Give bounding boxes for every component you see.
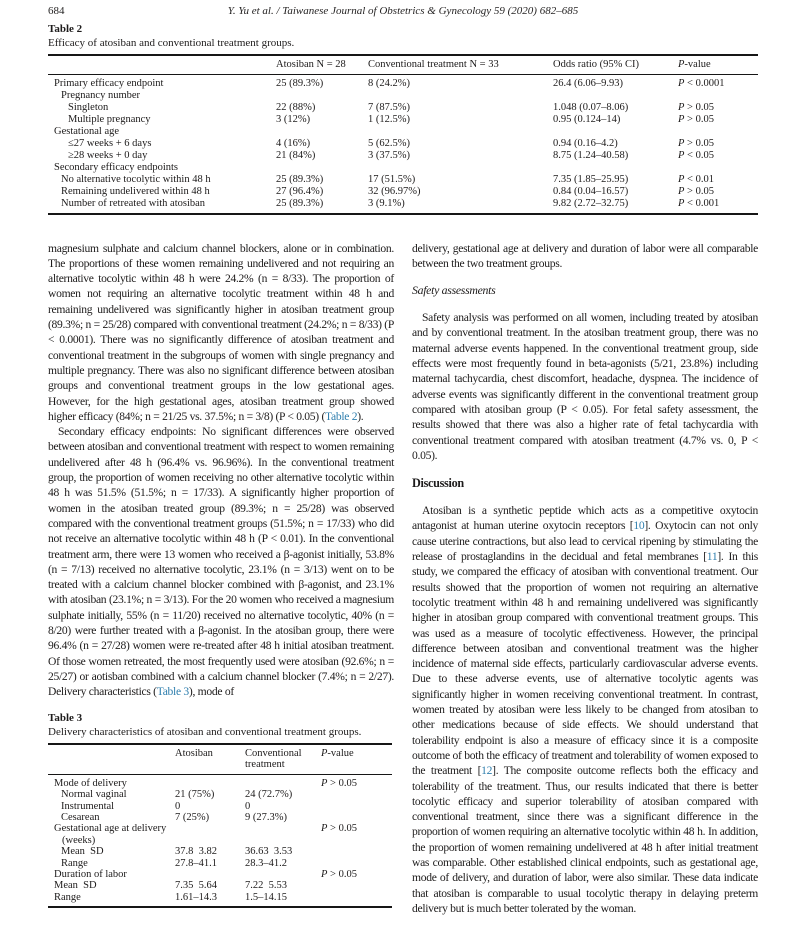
table-row [48, 880, 392, 891]
row-label: Gestational age [54, 125, 120, 137]
text-run: ]. In this study, we compared the efficacy of atosiban with conventional treatment. Our results showed that the proportion of women not requiring an alternative tocolytic treatment within 48 h and remaining undelivered was significantly higher in atosiban group compared with conventional treatment groups. This was used as a measure of tocolytic effectiveness. However, the principal difference between atosiban and conventional treatment was the higher incidence of maternal side effects, particularly cardiovascular adverse events. Due to these adverse events, use of alternative tocolytic agents was significantly higher in women receiving conventional treatment. In contrast, women treated by atosiban were less likely to be changed from atosiban to other medications because of side effects. We should understand that tolerability endpoint is also a measure of efficacy since it is a composite outcome of both the efficacy of treatment and tolerability of women exposed to the treatment [ [412, 550, 759, 778]
right-column [412, 241, 758, 917]
table-cell: 25 (89.3%) [276, 77, 324, 89]
row-label: Cesarean [61, 811, 100, 823]
table-cell: P > 0.05 [678, 185, 714, 197]
table-cell [321, 858, 392, 869]
table-cell: 25 (89.3%) [276, 198, 368, 214]
table-cell [276, 126, 368, 138]
citation-link[interactable]: 12 [481, 764, 493, 778]
row-label: Primary efficacy endpoint [54, 77, 164, 89]
row-label: Normal vaginal [61, 789, 127, 801]
citation-link[interactable]: 10 [633, 519, 645, 533]
table-row [48, 789, 392, 800]
table-cell: 9.82 (2.72–32.75) [553, 198, 678, 214]
table-cell: 26.4 (6.06–9.93) [553, 77, 623, 89]
table-cell: P > 0.05 [321, 823, 357, 835]
column-header-conventional: Conventional treatment N = 33 [368, 55, 553, 74]
table-cell [245, 774, 321, 789]
table-cell: 3 (9.1%) [368, 198, 553, 214]
table2-caption: Efficacy of atosiban and conventional treatment groups. [48, 37, 295, 49]
table-row [48, 774, 392, 789]
table-cell: 36.63 3.53 [245, 846, 293, 858]
table-cell: 7.22 5.53 [245, 880, 287, 892]
table-cell: 0 [175, 800, 181, 812]
table-cell [321, 880, 392, 891]
table-row [48, 90, 758, 102]
body-paragraph: Safety analysis was performed on all women, including treated by atosiban and by conventional treatment. In the atosiban treatment group, there was no maternal adverse events happened. In the conventional treatment group, side effects were most frequently found in beta-agonists (5/21, 23.8%) including maternal tachycardia, chest discomfort, headache, dyspnea. The incidence of adverse events was significantly different in the conventional treatment group compared with atosiban group (P < 0.05). For fetal safety assessment, the results showed that there was also a higher rate of fetal tachycardia with conventional treatment compared with atosiban treatment (4.7% vs. 0, P < 0.05). [412, 311, 758, 462]
row-label: Duration of labor [54, 868, 127, 880]
table-cell: 8 (24.2%) [368, 77, 410, 89]
row-label: Range [61, 857, 88, 869]
table-row [48, 174, 758, 186]
table3-caption: Delivery characteristics of atosiban and conventional treatment groups. [48, 725, 362, 738]
table-cell: 24 (72.7%) [245, 789, 293, 801]
table-cell: 25 (89.3%) [276, 173, 324, 185]
efficacy-table [48, 54, 758, 215]
column-header-odds-ratio: Odds ratio (95% CI) [553, 55, 678, 74]
running-head-title: Y. Yu et al. / Taiwanese Journal of Obstetrics & Gynecology 59 (2020) 682–685 [227, 5, 579, 17]
table-cell: 27.8–41.1 [175, 857, 217, 869]
row-label: Gestational age at delivery (weeks) [54, 823, 167, 846]
text-run: ). [357, 409, 364, 423]
row-label: Range [48, 892, 175, 907]
table-cell [245, 869, 321, 880]
table-cell [553, 90, 678, 102]
table-cell: 3 (12%) [276, 113, 311, 125]
body-paragraph [48, 424, 394, 699]
table-cell [321, 892, 392, 907]
table-cell [321, 812, 392, 823]
table-cell [368, 162, 553, 174]
table-cell: 37.8 3.82 [175, 846, 217, 858]
row-label: Mean SD [54, 880, 97, 892]
citation-link[interactable]: 11 [706, 550, 718, 564]
table-cell: 9 (27.3%) [245, 811, 287, 823]
table-cell [175, 774, 245, 789]
row-label: ≥28 weeks + 0 day [68, 149, 148, 161]
table-row [48, 823, 392, 846]
table-cell: P < 0.0001 [678, 77, 725, 89]
column-header-empty [48, 55, 276, 74]
table-cell [245, 823, 321, 846]
table-cell: 4 (16%) [276, 137, 311, 149]
table-row [48, 150, 758, 162]
table-cell [175, 869, 245, 880]
table-cell: 1.048 (0.07–8.06) [553, 101, 629, 113]
page-number: 684 [48, 5, 65, 17]
table-row [48, 801, 392, 812]
table3-label: Table 3 [48, 711, 83, 724]
column-header-atosiban: Atosiban N = 28 [276, 55, 368, 74]
table-cell: 32 (96.97%) [368, 185, 421, 197]
row-label: Pregnancy number [61, 89, 141, 101]
table-cell: P < 0.001 [678, 198, 758, 214]
body-paragraph: delivery, gestational age at delivery and duration of labor were all comparable between the two treatment groups. [412, 241, 758, 270]
body-paragraph [412, 503, 758, 916]
table-row [48, 126, 758, 138]
section-heading-discussion: Discussion [412, 476, 464, 491]
table-cell [175, 823, 245, 846]
row-label: Mean SD [61, 846, 104, 858]
table-row [48, 74, 758, 90]
table-cell: 1.5–14.15 [245, 892, 321, 907]
table-cell [368, 90, 553, 102]
table-cell: 7 (25%) [175, 811, 210, 823]
table-cell: P > 0.05 [321, 868, 357, 880]
table-cell [678, 162, 758, 174]
delivery-table [48, 743, 392, 909]
row-label: Instrumental [61, 800, 115, 812]
table2-label: Table 2 [48, 23, 83, 35]
column-header-pvalue: P-value [678, 55, 758, 74]
table-cell: 0.84 (0.04–16.57) [553, 185, 629, 197]
table-cell [678, 90, 758, 102]
table-header-row [48, 744, 392, 775]
table-cell: P > 0.05 [678, 101, 714, 113]
table-cell: 7.35 (1.85–25.95) [553, 173, 629, 185]
table-header-row [48, 55, 758, 74]
text-run: Secondary efficacy endpoints: No significant differences were observed between atosiban and conventional treatment with respect to women remaining undelivered after 48 h (96.4% vs. 96.96%). In the conventional treatment group, the proportion of women receiving no other alternative tocolytic within 48 h was 51.5% (51.5%; n = 17/33). A significantly higher proportion of women in the atosiban treated group (89.3%; n = 25/28) was observed compared with the conventional treatment groups (51.5%; n = 17/33) who did not receive an alternative tocolytic within 48 h (P < 0.01). In the conventional treatment arm, there were 13 women who received a β-agonist initially, 53.8% (n = 7/13) received no alternative tocolytic, 23.1% (n = 3/13) went on to be treated with a calcium channel blocker combined with β-agonist, and 23.1% with atosiban (23.1%; n = 3/13). For the 20 women who received a magnesium sulphate initially, 55% (n = 11/20) received no alternative tocolytic, 40% (n = 8/20) were further treated with a β-agonist. In the atosiban group, there were 96.4% (n = 27/28) women were re-treated after 48 h initial atosiban treatment. Of those women retreated, the most frequently used were atosiban (92.6%; n = 25/27) or aotisban combined with a calcium channel blocker (7.4%; n = 2/27). Delivery characteristics ( [48, 425, 394, 699]
row-label: Singleton [68, 101, 109, 113]
column-header-conventional: Conventional treatment [245, 744, 321, 775]
running-head [48, 5, 758, 18]
table-row [48, 858, 392, 869]
table-cell [553, 126, 678, 138]
table-row [48, 846, 392, 857]
table-row [48, 162, 758, 174]
table-cell [321, 801, 392, 812]
table-cell: 5 (62.5%) [368, 137, 410, 149]
table-cell [678, 126, 758, 138]
body-columns [48, 241, 758, 917]
row-label: No alternative tocolytic within 48 h [61, 173, 211, 185]
citation-link[interactable]: Table 3 [156, 685, 189, 699]
row-label: Number of retreated with atosiban [48, 198, 276, 214]
table-row [48, 186, 758, 198]
table-cell: 0 [245, 800, 251, 812]
table-cell: 17 (51.5%) [368, 173, 416, 185]
table-cell: 7 (87.5%) [368, 101, 410, 113]
table-cell: 3 (37.5%) [368, 149, 410, 161]
text-run: ]. Oxytocin can not only cause uterine contractions, but also lead to cervical ripening by stimulating the release of prostaglandins in the decidual and fetal membranes [ [412, 519, 758, 564]
row-label: ≤27 weeks + 6 days [68, 137, 152, 149]
table-cell: P < 0.05 [678, 149, 714, 161]
table-cell: 21 (75%) [175, 789, 215, 801]
column-header-empty [48, 744, 175, 775]
column-header-pvalue: P-value [321, 744, 392, 775]
table-cell: 7.35 5.64 [175, 880, 217, 892]
table-row [48, 114, 758, 126]
left-column [48, 241, 394, 917]
table-cell [368, 126, 553, 138]
table-cell: P > 0.05 [321, 777, 357, 789]
table-row [48, 102, 758, 114]
table-cell: P > 0.05 [678, 113, 714, 125]
column-header-atosiban: Atosiban [175, 744, 245, 775]
row-label: Remaining undelivered within 48 h [61, 185, 210, 197]
table-cell: 1.61–14.3 [175, 892, 245, 907]
table-cell [321, 789, 392, 800]
table-cell [321, 846, 392, 857]
row-label: Secondary efficacy endpoints [54, 161, 179, 173]
table-cell [276, 90, 368, 102]
row-label: Mode of delivery [54, 777, 127, 789]
table-row [48, 892, 392, 907]
table-cell [276, 162, 368, 174]
text-run: magnesium sulphate and calcium channel blockers, alone or in combination. The proportions of these women remaining undelivered and not requiring an alternative tocolytic within 48 h were 24.2% (n = 8/33). The proportion of women not requiring an alternative tocolytic treatment within 48 h and remaining undelivered was significantly higher in atosiban treatment group (89.3%; n = 25/28) compared with conventional treatment (24.2%; n = 8/33) (P < 0.0001). There was no significantly difference of atosiban treatment and conventional treatment in the subgroups of women with single pregnancy and multiple pregnancy. There was also no significant difference between atosiban groups and conventional treatment groups in the low gestational ages. However, for the high gestational ages, atosiban treatment group showed higher efficacy (84%; n = 21/25 vs. 37.5%; n = 3/8) (P < 0.05) ( [48, 241, 394, 423]
table-cell: 22 (88%) [276, 101, 316, 113]
table-cell: 8.75 (1.24–40.58) [553, 149, 629, 161]
table-cell: 21 (84%) [276, 149, 316, 161]
table-cell: 27 (96.4%) [276, 185, 324, 197]
table-row [48, 198, 758, 214]
table3-block [48, 712, 394, 909]
table-cell [553, 162, 678, 174]
citation-link[interactable]: Table 2 [325, 409, 358, 423]
text-run: Atosiban is a synthetic peptide which acts as a competitive oxytocin antagonist at human uterine oxytocin receptors [ [412, 504, 758, 533]
table-cell: 0.94 (0.16–4.2) [553, 137, 618, 149]
table-cell: 28.3–41.2 [245, 857, 287, 869]
table-cell: 0.95 (0.124–14) [553, 113, 621, 125]
text-run: ), mode of [188, 685, 234, 699]
row-label: Multiple pregnancy [68, 113, 151, 125]
table-row [48, 812, 392, 823]
table-cell: P > 0.05 [678, 137, 714, 149]
section-heading-safety: Safety assessments [412, 283, 496, 298]
body-paragraph [48, 241, 394, 425]
table-row [48, 869, 392, 880]
table-row [48, 138, 758, 150]
table-cell: 1 (12.5%) [368, 113, 410, 125]
text-run: ]. The composite outcome reflects both the efficacy and tolerability of the treatment. Thus, our results indicated that there is better tocolytic efficacy and superior tolerability of atosiban compared with conventional treatment, since there was a significant difference in the proportion of women requiring an alternative tocolytic within 48 h. In addition, the proportion of women remaining undelivered at 48 h after initial treatment was comparable. Other established clinical endpoints, such as gestational age, mode of delivery, and duration of labor, were also similar. These data indicate that atosiban is comparable to usual tocolytic therapy in delaying preterm delivery but is much better tolerated by the woman. [412, 764, 758, 915]
table-cell: P < 0.01 [678, 173, 714, 185]
